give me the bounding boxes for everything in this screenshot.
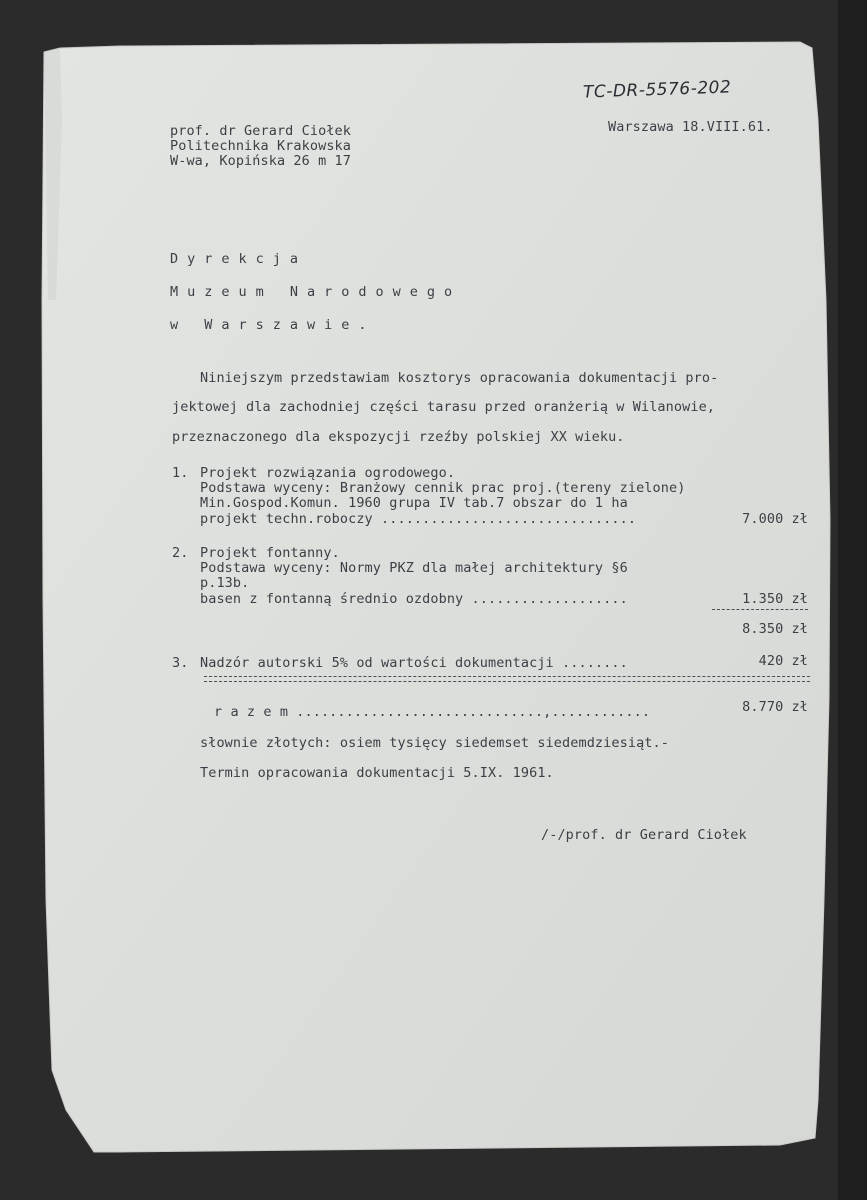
recipient-line-2: Muzeum Narodowego [170,284,462,300]
archive-reference: TC-DR-5576-202 [582,77,732,103]
item-line: p.13b. [200,575,250,591]
intro-line-2: jektowej dla zachodniej części tarasu przed oranżerią w Wilanowie, [172,399,716,415]
letter-date: Warszawa 18.VIII.61. [608,119,773,135]
item-line: basen z fontanną średnio ozdobny ................... [200,591,628,607]
item-line: Podstawa wyceny: Normy PKZ dla małej architektury §6 [200,560,628,576]
recipient-line-1: Dyrekcja [170,251,308,267]
deadline-line: Termin opracowania dokumentacji 5.IX. 1961. [200,765,554,781]
item-amount: 1.350 zł [742,591,808,607]
total-label: r a z e m ..............................,............ [214,704,651,720]
signature-line: /-/prof. dr Gerard Ciołek [541,827,747,843]
intro-line-3: przeznaczonego dla ekspozycji rzeźby polskiej XX wieku. [172,429,625,445]
subtotal-amount: 8.350 zł [742,621,808,637]
intro-line-1: Niniejszym przedstawiam kosztorys opracowania dokumentacji pro- [200,370,719,386]
total-double-rule [204,676,810,682]
item-line: Podstawa wyceny: Branżowy cennik prac proj.(tereny zielone) [200,480,686,496]
subtotal-rule [712,609,808,610]
item-number: 1. [172,465,189,481]
item-title: Projekt rozwiązania ogrodowego. [200,465,456,481]
item-number: 2. [172,545,189,561]
recipient-line-3: w Warszawie. [170,317,376,333]
item-title: Projekt fontanny. [200,545,340,561]
item-line: projekt techn.roboczy ............................... [200,511,637,527]
total-amount: 8.770 zł [742,699,808,715]
supervision-line: Nadzór autorski 5% od wartości dokumentacji ........ [200,655,628,671]
sender-institution: Politechnika Krakowska [170,138,352,154]
sender-name: prof. dr Gerard Ciołek [170,123,352,139]
supervision-amount: 420 zł [758,653,808,669]
item-line: Min.Gospod.Komun. 1960 grupa IV tab.7 obszar do 1 ha [200,495,628,511]
item-number: 3. [172,655,189,671]
sender-address: W-wa, Kopińska 26 m 17 [170,153,352,169]
item-amount: 7.000 zł [742,511,808,527]
amount-in-words: słownie złotych: osiem tysięcy siedemset siedemdziesiąt.- [200,735,669,751]
